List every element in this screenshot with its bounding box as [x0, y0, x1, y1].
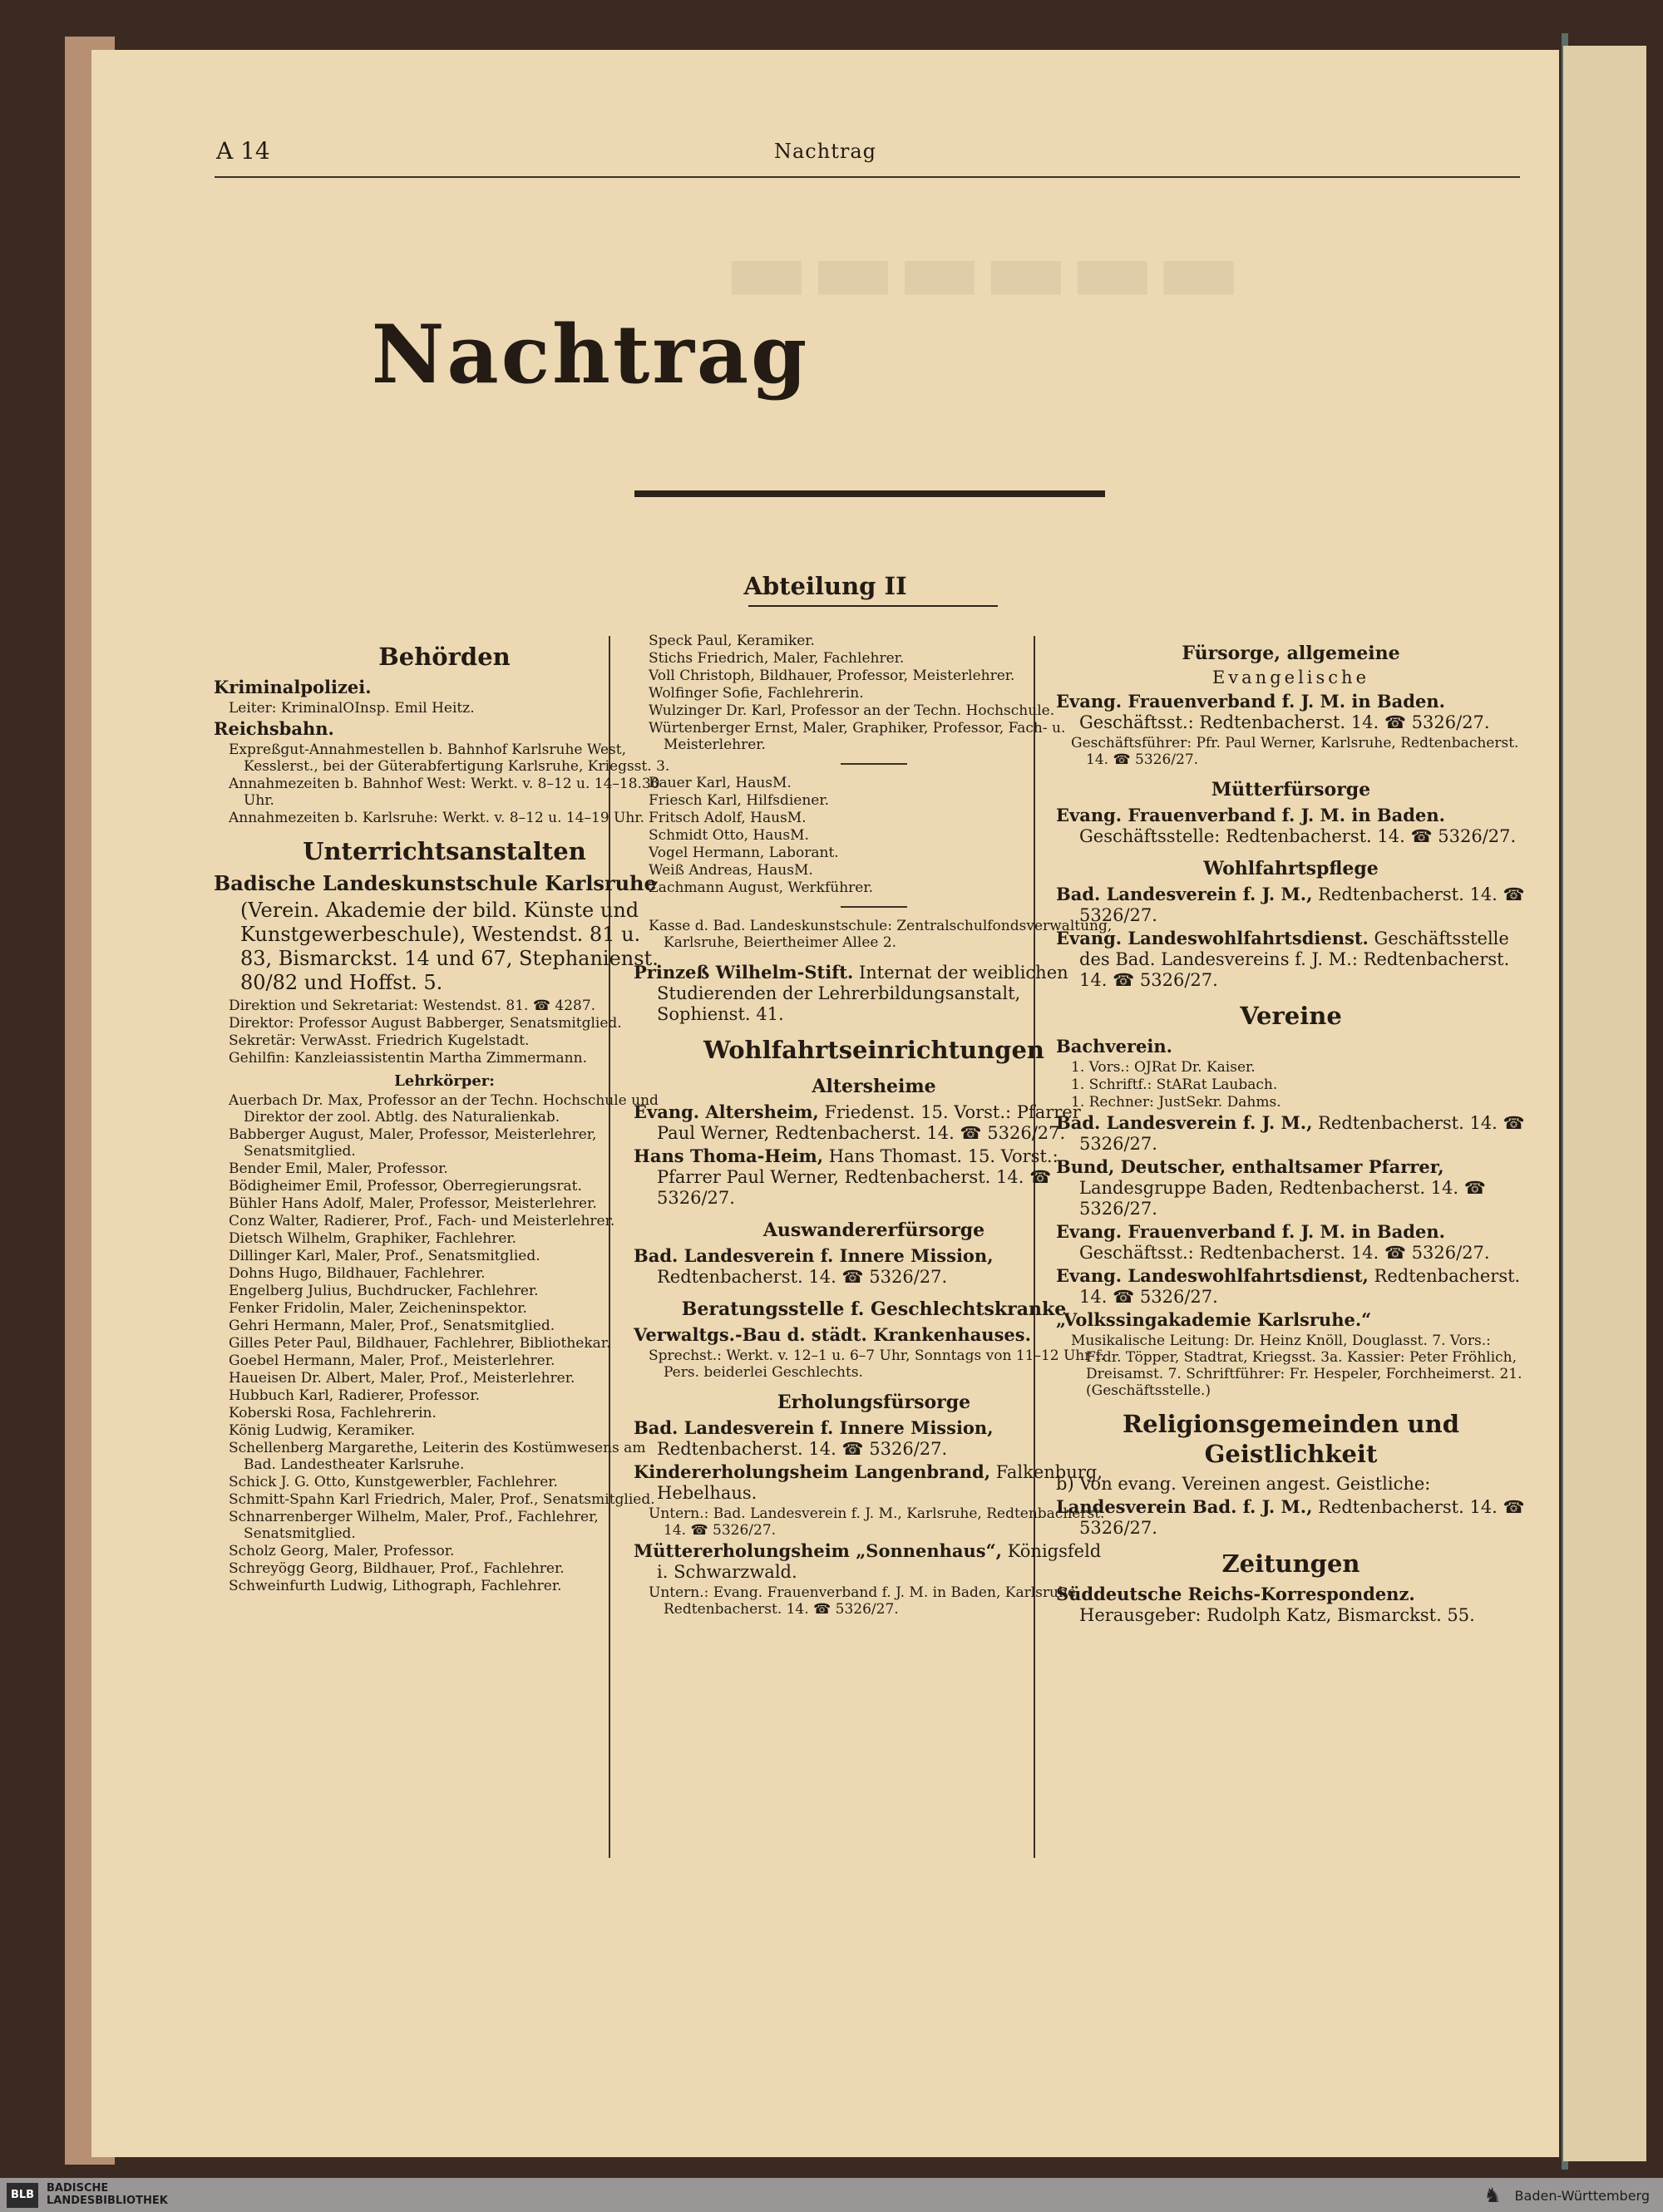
entry-heading: Kriminalpolizei. — [214, 677, 372, 697]
entry-detail: 1. Schriftf.: StARat Laubach. — [1071, 1076, 1278, 1093]
entry-detail: Geschäftsführer: Pfr. Paul Werner, Karlsruhe, Redtenbacherst. 14. ☎ 5326/27. — [1071, 735, 1519, 768]
entry-detail: Untern.: Evang. Frauenverband f. J. M. in Baden, Karlsruhe, Redtenbacherst. 14. ☎ 5326/27. — [649, 1584, 1081, 1618]
subheading: Mütterfürsorge — [1211, 779, 1371, 801]
section-subtitle: Abteilung II — [743, 572, 907, 600]
list-item: Schick J. G. Otto, Kunstgewerbler, Fachlehrer. — [229, 1474, 558, 1490]
entry-heading: Badische Landeskunstschule Karlsruhe — [214, 871, 657, 895]
entry-heading: Evang. Frauenverband f. J. M. in Baden. — [1056, 805, 1445, 825]
list-item: Zachmann August, Werkführer. — [649, 879, 874, 896]
subheading: Wohlfahrtspflege — [1203, 858, 1379, 879]
entry-text: Redtenbacherst. 14. ☎ 5326/27. — [657, 1267, 948, 1287]
list-item: Schellenberg Margarethe, Leiterin des Kostümwesens am Bad. Landestheater Karlsruhe. — [229, 1440, 646, 1473]
entry-text: Redtenbacherst. 14. ☎ 5326/27. — [1079, 1497, 1525, 1538]
entry-heading: Evang. Frauenverband f. J. M. in Baden. — [1056, 1221, 1445, 1242]
entry-heading: Bad. Landesverein f. J. M., — [1056, 1112, 1313, 1133]
entry-detail: Gehilfin: Kanzleiassistentin Martha Zimmermann. — [229, 1050, 587, 1067]
list-item: Fenker Fridolin, Maler, Zeicheninspektor. — [229, 1300, 527, 1317]
list-item: Vogel Hermann, Laborant. — [649, 845, 839, 861]
list-item: Dietsch Wilhelm, Graphiker, Fachlehrer. — [229, 1230, 517, 1247]
entry-detail: Direktor: Professor August Babberger, Senatsmitglied. — [229, 1015, 622, 1032]
divider — [841, 906, 907, 908]
list-item: Wulzinger Dr. Karl, Professor an der Techn. Hochschule. — [649, 702, 1055, 719]
entry-text: Geschäftsst.: Redtenbacherst. 14. ☎ 5326/27. — [1079, 712, 1490, 732]
entry-detail: Untern.: Bad. Landesverein f. J. M., Karlsruhe, Redtenbacherst. 14. ☎ 5326/27. — [649, 1505, 1105, 1539]
list-item: Bauer Karl, HausM. — [649, 775, 792, 791]
entry-text: Redtenbacherst. 14. ☎ 5326/27. — [1079, 1266, 1521, 1307]
document-page — [91, 50, 1559, 2157]
subheading: Fürsorge, allgemeine — [1182, 643, 1400, 664]
entry-heading: Evang. Landeswohlfahrtsdienst. — [1056, 928, 1369, 948]
entry-text: Hans Thomast. 15. Vorst.: Pfarrer Paul Werner, Redtenbacherst. 14. ☎ 5326/27. — [657, 1146, 1058, 1208]
entry-heading: Landesverein Bad. f. J. M., — [1056, 1496, 1313, 1517]
entry-text: Redtenbacherst. 14. ☎ 5326/27. — [1079, 884, 1525, 925]
entry-heading: Bad. Landesverein f. Innere Mission, — [634, 1245, 994, 1266]
entry-text: b) Von evang. Vereinen angest. Geistliche: — [1056, 1474, 1431, 1494]
entry-text: Internat der weiblichen Studierenden der Lehrerbildungsanstalt, Sophienst. 41. — [657, 963, 1068, 1024]
list-item: Weiß Andreas, HausM. — [649, 862, 813, 879]
list-item: Bender Emil, Maler, Professor. — [229, 1160, 448, 1177]
entry-heading: Hans Thoma-Heim, — [634, 1145, 824, 1166]
entry-text: Redtenbacherst. 14. ☎ 5326/27. — [657, 1439, 948, 1459]
page-reference: A 14 — [216, 137, 270, 165]
list-item: Friesch Karl, Hilfsdiener. — [649, 792, 829, 809]
bleedthrough-shadow: ▬▬▬▬▬▬ — [723, 216, 1242, 323]
entry-text: Falkenburg, Hebelhaus. — [657, 1462, 1103, 1503]
state-crest-icon: ♞ — [1483, 2184, 1502, 2207]
list-item: Gehri Hermann, Maler, Prof., Senatsmitglied. — [229, 1318, 555, 1334]
section-heading: Behörden — [378, 643, 511, 671]
entry-text: Geschäftsstelle: Redtenbacherst. 14. ☎ 5326/27. — [1079, 826, 1517, 846]
entry-text: Friedenst. 15. Vorst.: Pfarrer Paul Werner, Redtenbacherst. 14. ☎ 5326/27. — [657, 1102, 1081, 1143]
library-name-line2: LANDESBIBLIOTHEK — [47, 2195, 168, 2207]
list-item: Schweinfurth Ludwig, Lithograph, Fachlehrer. — [229, 1578, 562, 1594]
list-item: Speck Paul, Keramiker. — [649, 633, 815, 649]
entry-heading: Evang. Altersheim, — [634, 1101, 819, 1122]
subheading: Erholungsfürsorge — [777, 1392, 971, 1413]
list-item: Babberger August, Maler, Professor, Meisterlehrer, Senatsmitglied. — [229, 1126, 597, 1160]
list-item: Schmitt-Spahn Karl Friedrich, Maler, Prof., Senatsmitglied. — [229, 1491, 655, 1508]
entry-heading: Bachverein. — [1056, 1036, 1172, 1057]
list-item: Dohns Hugo, Bildhauer, Fachlehrer. — [229, 1265, 486, 1282]
subheading: Lehrkörper: — [394, 1072, 495, 1090]
entry-text: Redtenbacherst. 14. ☎ 5326/27. — [1079, 1113, 1525, 1154]
entry-detail: 1. Vors.: OJRat Dr. Kaiser. — [1071, 1059, 1256, 1076]
list-item: Bühler Hans Adolf, Maler, Professor, Meisterlehrer. — [229, 1195, 597, 1212]
entry-text: Königsfeld i. Schwarzwald. — [657, 1541, 1102, 1582]
entry-detail: Musikalische Leitung: Dr. Heinz Knöll, Douglasst. 7. Vors.: Frdr. Töpper, Stadtrat, Kriegsst. 3a. Kassier: Peter Fröhlich, Dreisamst. 7. Schriftführer: Fr. Hespeler, Forchheimerst. 21. (Geschäftsstelle.) — [1071, 1333, 1522, 1399]
section-heading: Unterrichtsanstalten — [303, 837, 586, 865]
list-item: Stichs Friedrich, Maler, Fachlehrer. — [649, 650, 905, 667]
entry-detail: 1. Rechner: JustSekr. Dahms. — [1071, 1094, 1281, 1111]
entry-text: (Verein. Akademie der bild. Künste und Kunstgewerbeschule), Westendst. 81 u. 83, Bismarckst. 14 und 67, Stephanienst. 80/82 und Hoffst. 5. — [240, 899, 659, 994]
entry-heading: Bad. Landesverein f. J. M., — [1056, 884, 1313, 904]
list-item: Schreyögg Georg, Bildhauer, Prof., Fachlehrer. — [229, 1560, 565, 1577]
list-item: Haueisen Dr. Albert, Maler, Prof., Meisterlehrer. — [229, 1370, 575, 1387]
list-item: Fritsch Adolf, HausM. — [649, 810, 807, 826]
entry-heading: Kindererholungsheim Langenbrand, — [634, 1461, 991, 1482]
entry-heading: Reichsbahn. — [214, 718, 334, 739]
viewer-footer — [0, 2178, 1663, 2212]
subtitle-rule — [748, 605, 998, 607]
entry-text: Herausgeber: Rudolph Katz, Bismarckst. 55. — [1079, 1605, 1475, 1625]
entry-detail: Annahmezeiten b. Karlsruhe: Werkt. v. 8–12 u. 14–19 Uhr. — [229, 810, 644, 826]
section-heading: Religionsgemeinden und Geistlichkeit — [1123, 1410, 1459, 1468]
entry-detail: Leiter: KriminalOInsp. Emil Heitz. — [229, 700, 475, 717]
subheading: Auswandererfürsorge — [762, 1219, 985, 1241]
list-item: König Ludwig, Keramiker. — [229, 1422, 416, 1439]
entry-heading: Prinzeß Wilhelm-Stift. — [634, 962, 854, 983]
list-item: Dillinger Karl, Maler, Prof., Senatsmitglied. — [229, 1248, 540, 1264]
subheading-spaced: Evangelische — [1211, 668, 1370, 687]
list-item: Auerbach Dr. Max, Professor an der Techn. Hochschule und Direktor der zool. Abtlg. des Naturalienkab. — [229, 1092, 659, 1126]
subheading: Beratungsstelle f. Geschlechtskranke — [681, 1298, 1067, 1320]
section-heading: Wohlfahrtseinrichtungen — [703, 1036, 1044, 1064]
entry-text: Geschäftsstelle des Bad. Landesvereins f. J. M.: Redtenbacherst. 14. ☎ 5326/27. — [1079, 929, 1510, 990]
column-1 — [214, 632, 675, 1595]
entry-heading: Verwaltgs.-Bau d. städt. Krankenhauses. — [634, 1324, 1031, 1345]
entry-heading: „Volkssingakademie Karlsruhe.“ — [1056, 1309, 1372, 1330]
entry-heading: Bund, Deutscher, enthaltsamer Pfarrer, — [1056, 1156, 1444, 1177]
page-title: Nachtrag — [371, 308, 810, 402]
title-rule — [634, 490, 1105, 497]
facing-page-edge — [1563, 46, 1646, 2161]
list-item: Koberski Rosa, Fachlehrerin. — [229, 1405, 437, 1421]
divider — [841, 763, 907, 765]
list-item: Conz Walter, Radierer, Prof., Fach- und Meisterlehrer. — [229, 1213, 615, 1229]
list-item: Schmidt Otto, HausM. — [649, 827, 809, 844]
list-item: Hubbuch Karl, Radierer, Professor. — [229, 1387, 481, 1404]
entry-heading: Süddeutsche Reichs-Korrespondenz. — [1056, 1584, 1415, 1604]
list-item: Wolfinger Sofie, Fachlehrerin. — [649, 685, 864, 702]
list-item: Voll Christoph, Bildhauer, Professor, Meisterlehrer. — [649, 668, 1015, 684]
list-item: Scholz Georg, Maler, Professor. — [229, 1543, 455, 1559]
entry-detail: Sekretär: VerwAsst. Friedrich Kugelstadt. — [229, 1032, 530, 1049]
list-item: Schnarrenberger Wilhelm, Maler, Prof., Fachlehrer, Senatsmitglied. — [229, 1509, 599, 1542]
state-label: Baden-Württemberg — [1514, 2188, 1650, 2204]
library-name-line1: BADISCHE — [47, 2182, 109, 2195]
entry-text: Landesgruppe Baden, Redtenbacherst. 14. ☎ 5326/27. — [1079, 1178, 1486, 1219]
entry-detail: Sprechst.: Werkt. v. 12–1 u. 6–7 Uhr, Sonntags von 11–12 Uhr f. Pers. beiderlei Geschlechts. — [649, 1347, 1105, 1381]
running-title: Nachtrag — [774, 140, 876, 163]
entry-detail: Annahmezeiten b. Bahnhof West: Werkt. v. 8–12 u. 14–18.30 Uhr. — [229, 776, 660, 809]
library-name — [47, 2182, 168, 2207]
column-3 — [1056, 632, 1526, 1628]
list-item: Goebel Hermann, Maler, Prof., Meisterlehrer. — [229, 1352, 555, 1369]
list-item: Bödigheimer Emil, Professor, Oberregierungsrat. — [229, 1178, 582, 1195]
entry-text: Geschäftsst.: Redtenbacherst. 14. ☎ 5326/27. — [1079, 1243, 1490, 1263]
entry-heading: Evang. Frauenverband f. J. M. in Baden. — [1056, 691, 1445, 712]
section-heading: Vereine — [1240, 1002, 1342, 1030]
section-heading: Zeitungen — [1221, 1549, 1360, 1578]
entry-heading: Bad. Landesverein f. Innere Mission, — [634, 1417, 994, 1438]
column-2 — [634, 632, 1114, 1618]
header-rule — [215, 176, 1520, 178]
list-item: Gilles Peter Paul, Bildhauer, Fachlehrer, Bibliothekar. — [229, 1335, 611, 1352]
subheading: Altersheime — [812, 1076, 936, 1097]
entry-detail: Direktion und Sekretariat: Westendst. 81. ☎ 4287. — [229, 998, 596, 1014]
entry-heading: Evang. Landeswohlfahrtsdienst, — [1056, 1265, 1369, 1286]
list-item: Engelberg Julius, Buchdrucker, Fachlehrer. — [229, 1283, 539, 1299]
entry-heading: Müttererholungsheim „Sonnenhaus“, — [634, 1540, 1002, 1561]
list-item: Würtenberger Ernst, Maler, Graphiker, Professor, Fach- u. Meisterlehrer. — [649, 720, 1066, 753]
entry-detail: Expreßgut-Annahmestellen b. Bahnhof Karlsruhe West, Kesslerst., bei der Güterabfertigung Karlsruhe, Kriegsst. 3. — [229, 741, 670, 775]
library-logo: BLB — [7, 2183, 38, 2208]
entry-detail: Kasse d. Bad. Landeskunstschule: Zentralschulfondsverwaltung, Karlsruhe, Beiertheimer Allee 2. — [649, 918, 1113, 951]
